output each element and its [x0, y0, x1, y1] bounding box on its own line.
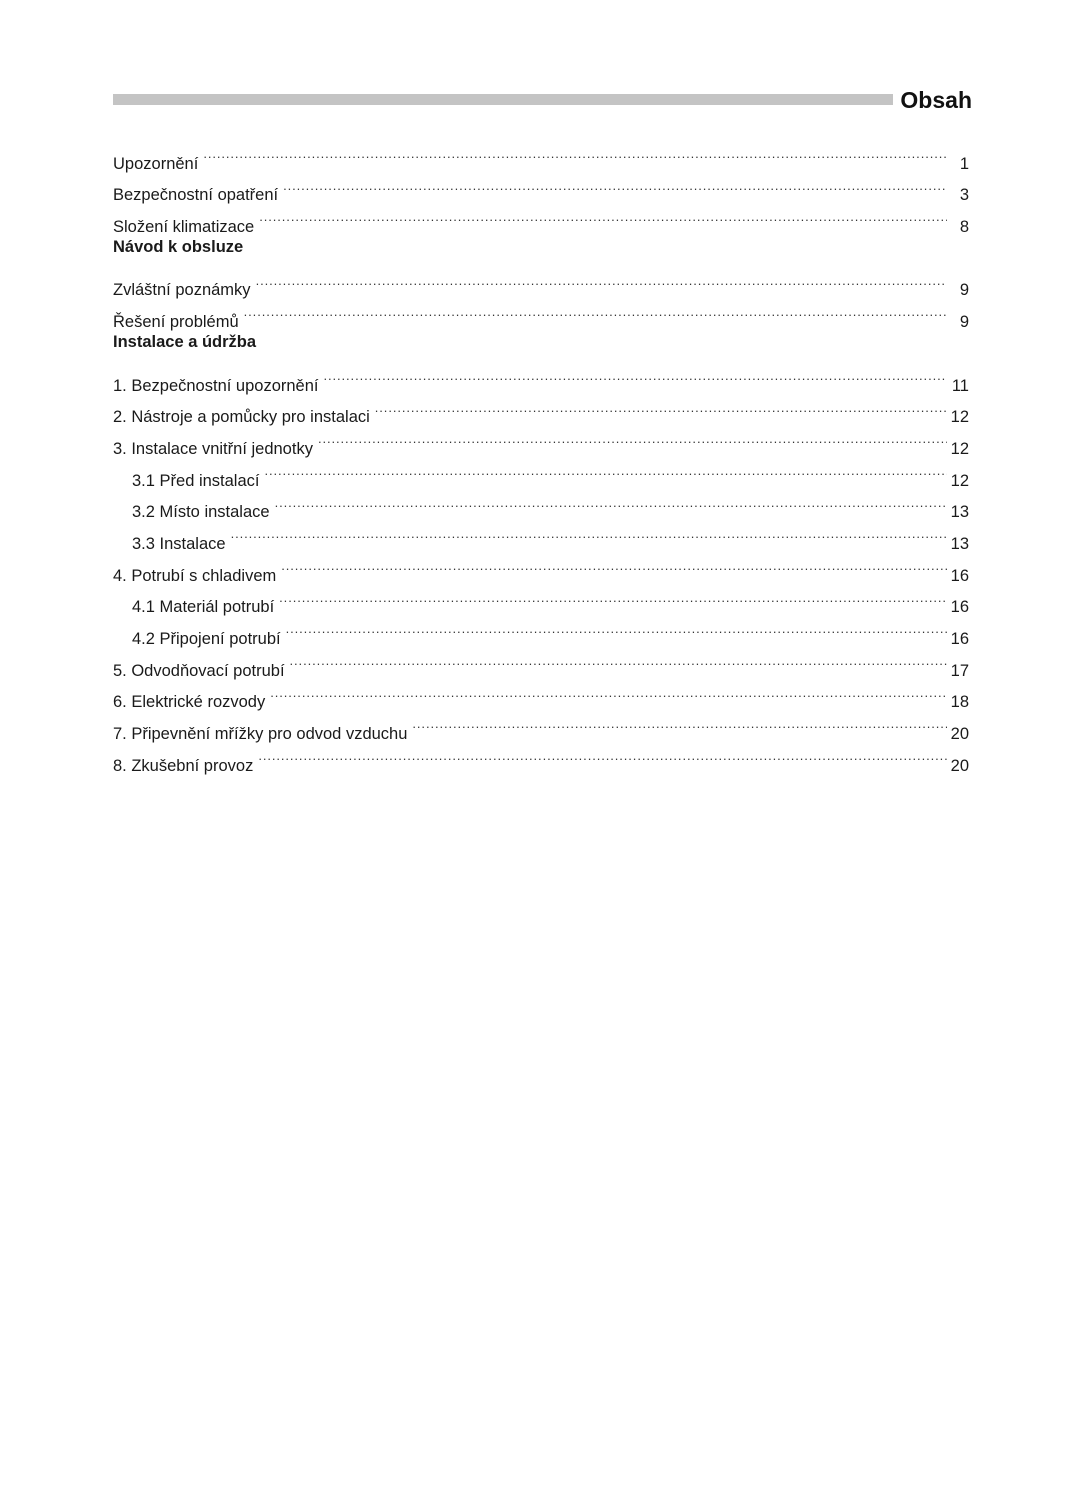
toc-page-number: 12: [950, 408, 969, 427]
toc-entry-label: 5. Odvodňovací potrubí: [113, 661, 285, 680]
toc-dot-leader: [244, 295, 947, 327]
toc-section-label: Instalace a údržba: [113, 333, 257, 352]
toc-entry[interactable]: [113, 359, 969, 395]
header-divider-bar: [113, 94, 893, 105]
toc-page-number: 20: [950, 756, 969, 775]
toc-entry-label: 4. Potrubí s chladivem: [113, 566, 277, 585]
toc-entry-label: 2. Nástroje a pomůcky pro instalaci: [113, 408, 370, 427]
toc-entry-label: Bezpečnostní opatření: [113, 186, 279, 205]
table-of-contents: [113, 137, 969, 775]
toc-page-number: 13: [950, 534, 969, 553]
toc-entry-label: 3.2 Místo instalace: [132, 503, 270, 522]
toc-dot-leader: [375, 391, 947, 423]
toc-entry-label: 3.1 Před instalací: [132, 471, 260, 490]
page-title: Obsah: [900, 87, 972, 113]
toc-page-number: 9: [959, 281, 969, 300]
toc-page-number: 16: [950, 598, 969, 617]
toc-page-number: 1: [959, 154, 969, 173]
toc-section-label: Návod k obsluze: [113, 238, 244, 257]
toc-entry-label: 4.2 Připojení potrubí: [132, 630, 281, 648]
toc-page-number: 13: [950, 503, 969, 522]
toc-dot-leader: [281, 549, 946, 581]
toc-dot-leader: [258, 739, 946, 771]
toc-section-heading: [113, 327, 969, 359]
page-header: [113, 84, 972, 118]
toc-section-heading: [113, 232, 969, 264]
toc-entry[interactable]: [113, 137, 969, 173]
toc-page-number: 16: [950, 566, 969, 585]
toc-dot-leader: [323, 359, 947, 391]
toc-entry-label: 3. Instalace vnitřní jednotky: [113, 439, 313, 458]
toc-entry[interactable]: [113, 169, 969, 205]
toc-entry-label: Zvláštní poznámky: [113, 281, 251, 300]
toc-entry-label: Řešení problémů: [113, 313, 239, 332]
toc-entry-label: 3.3 Instalace: [132, 534, 226, 553]
toc-page-number: 8: [959, 218, 969, 237]
toc-dot-leader: [265, 454, 947, 486]
toc-entry-label: 7. Připevnění mřížky pro odvod vzduchu: [113, 725, 408, 744]
toc-entry[interactable]: [113, 264, 969, 300]
toc-page-number: 9: [959, 313, 969, 332]
toc-dot-leader: [259, 200, 947, 232]
toc-page-number: 12: [950, 439, 969, 458]
toc-dot-leader: [290, 644, 947, 676]
toc-page-number: 20: [950, 725, 969, 744]
toc-entry-label: Složení klimatizace: [113, 218, 255, 237]
toc-page-number: 16: [950, 630, 969, 648]
toc-entry-label: 8. Zkušební provoz: [113, 756, 254, 775]
toc-dot-leader: [256, 264, 947, 296]
toc-dot-leader: [279, 581, 946, 613]
toc-entry-label: 1. Bezpečnostní upozornění: [113, 376, 319, 395]
toc-entry-label: 4.1 Materiál potrubí: [132, 598, 275, 617]
toc-page-number: 3: [959, 186, 969, 205]
toc-dot-leader: [203, 137, 947, 169]
toc-dot-leader: [270, 676, 946, 708]
toc-dot-leader: [412, 707, 946, 739]
toc-page-number: 11: [951, 376, 969, 395]
toc-entry-label: 6. Elektrické rozvody: [113, 693, 266, 712]
toc-entry[interactable]: [113, 517, 969, 553]
toc-page-number: 12: [950, 471, 969, 490]
toc-dot-leader: [283, 169, 947, 201]
toc-page-number: 18: [950, 693, 969, 712]
toc-dot-leader: [318, 422, 947, 454]
toc-entry-label: Upozornění: [113, 154, 199, 173]
toc-dot-leader: [286, 612, 947, 644]
toc-page-number: 17: [950, 661, 969, 680]
toc-entry[interactable]: [113, 549, 969, 585]
toc-dot-leader: [231, 517, 947, 549]
toc-dot-leader: [275, 486, 947, 518]
